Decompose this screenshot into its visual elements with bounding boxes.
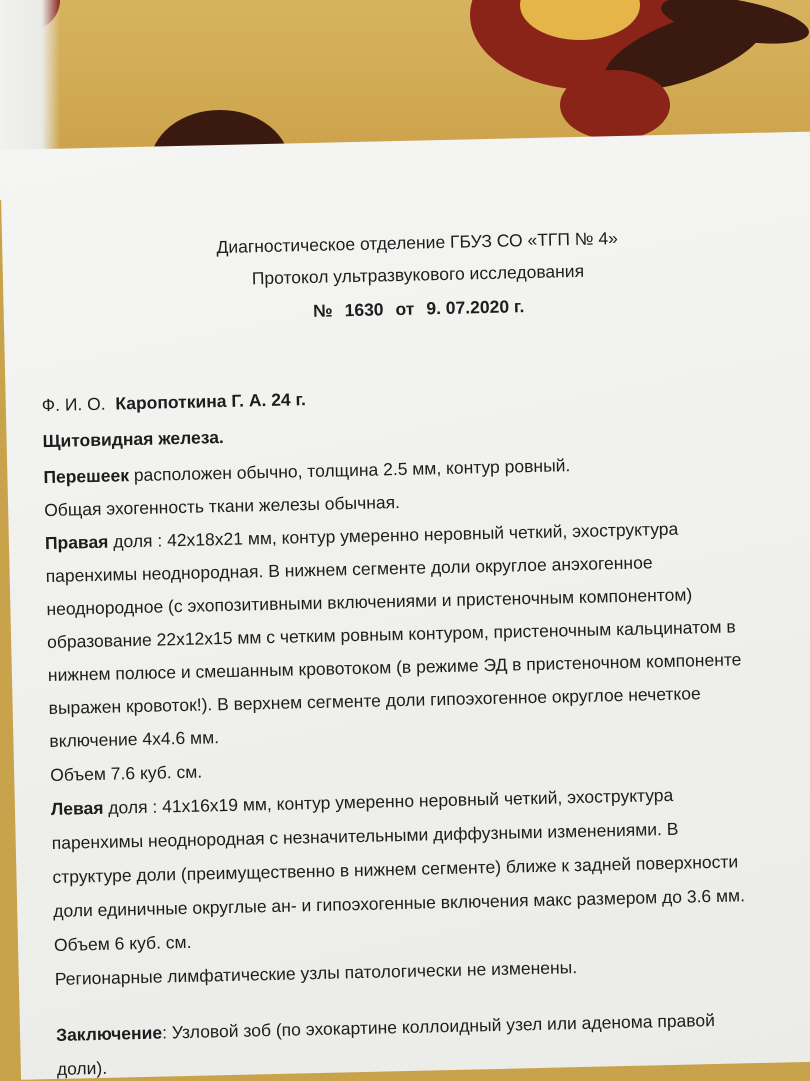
- patient-name: Каропоткина Г. А. 24 г.: [115, 389, 307, 414]
- tablecloth-red-petal: [560, 70, 670, 140]
- general-echogenicity: Общая эхогенность ткани железы обычная.: [43, 492, 401, 521]
- right-lobe-line-7: включение 4х4.6 мм.: [49, 727, 220, 752]
- protocol-number: 1630: [344, 299, 384, 321]
- ultrasound-protocol: [0, 132, 810, 1080]
- patient-label: Ф. И. О.: [41, 393, 106, 416]
- date-prefix: от: [395, 298, 415, 320]
- organ-title: Щитовидная железа.: [42, 426, 225, 452]
- number-label: №: [312, 300, 333, 321]
- conclusion-line-1: Заключение: Узловой зоб (по эхокартине коллоидный узел или аденома правой: [55, 1010, 716, 1045]
- protocol-date: 9. 07.2020 г.: [426, 296, 525, 319]
- right-lobe-line-2: паренхимы неоднородная. В нижнем сегменте доли округлое анэхогенное: [45, 552, 653, 587]
- left-lobe-line-2: паренхимы неоднородная с незначительными диффузными изменениями. В: [51, 818, 679, 854]
- patient-line: [42, 389, 307, 416]
- right-lobe-line-4: образование 22х12х15 мм с четким ровным контуром, пристеночным кальцинатом в: [46, 616, 736, 653]
- left-lobe-term: Левая: [50, 797, 104, 820]
- right-lobe-volume: Объем 7.6 куб. см.: [49, 761, 203, 786]
- conclusion-line-2: доли).: [56, 1057, 108, 1079]
- isthmus-line: [43, 455, 570, 488]
- protocol-title: Протокол ультразвукового исследования: [251, 260, 585, 289]
- department-heading: Диагностическое отделение ГБУЗ СО «ТГП № 4»: [216, 228, 619, 258]
- right-lobe-term: Правая: [44, 531, 109, 554]
- document-page: [0, 132, 810, 1080]
- isthmus-text: расположен обычно, толщина 2.5 мм, контур ровный.: [128, 455, 571, 486]
- right-lobe-line-5: нижнем полюсе и смешанным кровотоком (в режиме ЭД в пристеночном компоненте: [47, 649, 742, 686]
- right-lobe-line-3: неоднородное (с эхопозитивными включениями и пристеночным компонентом): [46, 584, 693, 620]
- left-lobe-volume: Объем 6 куб. см.: [53, 931, 192, 955]
- isthmus-term: Перешеек: [43, 465, 130, 488]
- right-lobe-line-6: выражен кровоток!). В верхнем сегменте доли гипоэхогенное округлое нечеткое: [48, 683, 701, 719]
- left-lobe-line-4: доли единичные округлые ан- и гипоэхогенные включения макс размером до 3.6 мм.: [53, 885, 746, 921]
- lymph-nodes: Регионарные лимфатические узлы патологически не изменены.: [54, 957, 578, 989]
- left-lobe-line-3: структуре доли (преимущественно в нижнем сегменте) ближе к задней поверхности: [52, 851, 739, 887]
- left-lobe-line-1: Левая доля : 41х16х19 мм, контур умеренно неровный четкий, эхоструктура: [50, 784, 674, 820]
- conclusion-term: Заключение: [55, 1022, 163, 1045]
- right-lobe-line-1: Правая доля : 42х18х21 мм, контур умеренно неровный четкий, эхоструктура: [44, 518, 679, 554]
- protocol-number-line: [4, 289, 810, 329]
